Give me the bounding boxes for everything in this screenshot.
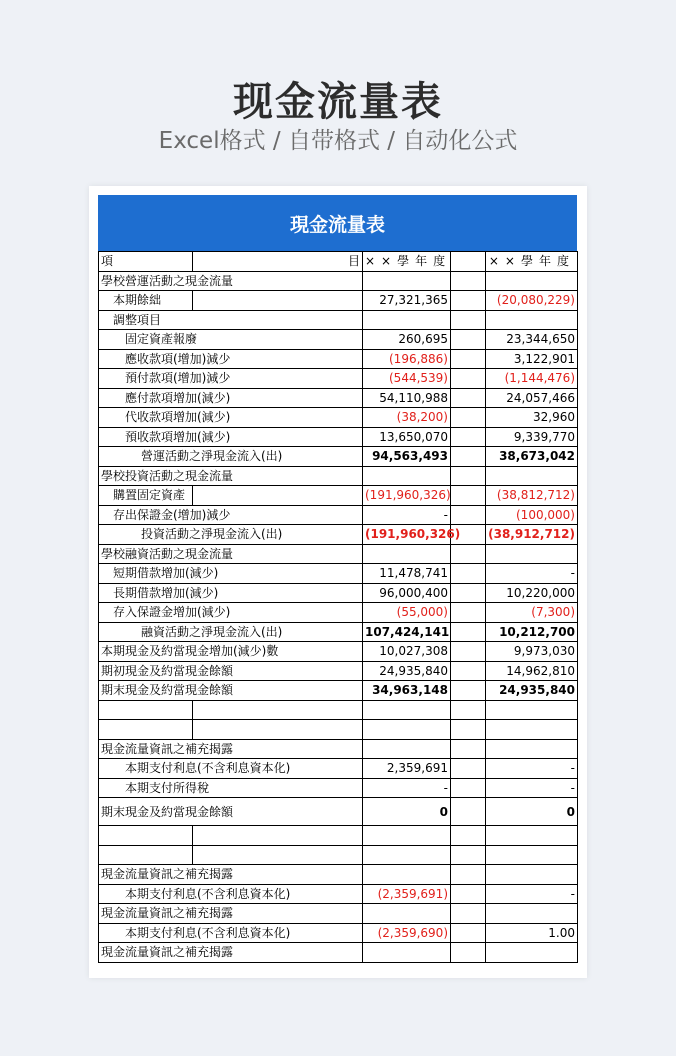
value-year-1 bbox=[363, 544, 451, 564]
value-year-2: 0 bbox=[486, 798, 578, 826]
value-year-2: 10,212,700 bbox=[486, 622, 578, 642]
value-year-2: (1,144,476) bbox=[486, 369, 578, 389]
row-label: 期初現金及約當現金餘額 bbox=[99, 661, 363, 681]
table-row bbox=[99, 291, 578, 311]
page-subtitle: Excel格式 / 自带格式 / 自动化公式 bbox=[158, 128, 518, 154]
value-year-1 bbox=[363, 943, 451, 963]
row-label: 購置固定資產 bbox=[99, 486, 193, 506]
value-year-2: - bbox=[486, 759, 578, 779]
row-label: 現金流量資訊之補充揭露 bbox=[99, 943, 363, 963]
value-year-2: 32,960 bbox=[486, 408, 578, 428]
spacer-cell bbox=[451, 681, 486, 701]
spacer-cell bbox=[451, 759, 486, 779]
row-label bbox=[99, 700, 193, 720]
spacer-cell bbox=[451, 739, 486, 759]
spacer-cell bbox=[451, 427, 486, 447]
header-year-col-2: ××學年度 bbox=[486, 252, 578, 272]
table-row bbox=[99, 622, 578, 642]
spacer-cell bbox=[451, 505, 486, 525]
row-label: 學校融資活動之現金流量 bbox=[99, 544, 363, 564]
value-year-2: 23,344,650 bbox=[486, 330, 578, 350]
value-year-1 bbox=[363, 720, 451, 740]
value-year-2 bbox=[486, 739, 578, 759]
spreadsheet-card bbox=[89, 186, 587, 978]
spacer-cell bbox=[451, 252, 486, 272]
value-year-2: (38,912,712) bbox=[486, 525, 578, 545]
value-year-2: 10,220,000 bbox=[486, 583, 578, 603]
spacer-cell bbox=[451, 884, 486, 904]
row-label bbox=[99, 720, 193, 740]
value-year-1: 107,424,141 bbox=[363, 622, 451, 642]
table-row bbox=[99, 564, 578, 584]
value-year-2 bbox=[486, 720, 578, 740]
header-year-col-1: ××學年度 bbox=[363, 252, 451, 272]
value-year-2: 38,673,042 bbox=[486, 447, 578, 467]
row-label bbox=[99, 845, 193, 865]
table-row bbox=[99, 369, 578, 389]
value-year-2: 1.00 bbox=[486, 923, 578, 943]
row-label: 現金流量資訊之補充揭露 bbox=[99, 904, 363, 924]
row-label: 學校投資活動之現金流量 bbox=[99, 466, 363, 486]
value-year-1: (191,960,326) bbox=[363, 486, 451, 506]
value-year-1: 54,110,988 bbox=[363, 388, 451, 408]
value-year-2 bbox=[486, 904, 578, 924]
row-label: 期末現金及約當現金餘額 bbox=[99, 681, 363, 701]
table-row bbox=[99, 603, 578, 623]
table-row bbox=[99, 661, 578, 681]
value-year-2: (100,000) bbox=[486, 505, 578, 525]
table-row bbox=[99, 544, 578, 564]
row-label-extra bbox=[193, 826, 363, 846]
spacer-cell bbox=[451, 544, 486, 564]
value-year-1: 260,695 bbox=[363, 330, 451, 350]
spacer-cell bbox=[451, 349, 486, 369]
row-label: 短期借款增加(減少) bbox=[99, 564, 363, 584]
cash-flow-table bbox=[98, 251, 578, 963]
table-row bbox=[99, 466, 578, 486]
table-row bbox=[99, 486, 578, 506]
row-label: 本期支付所得稅 bbox=[99, 778, 363, 798]
value-year-2 bbox=[486, 310, 578, 330]
value-year-1: - bbox=[363, 778, 451, 798]
row-label: 代收款項增加(減少) bbox=[99, 408, 363, 428]
page-title: 现金流量表 bbox=[233, 79, 443, 125]
value-year-1: 27,321,365 bbox=[363, 291, 451, 311]
value-year-1: 13,650,070 bbox=[363, 427, 451, 447]
value-year-1 bbox=[363, 466, 451, 486]
value-year-1: (38,200) bbox=[363, 408, 451, 428]
table-row bbox=[99, 583, 578, 603]
value-year-1: (2,359,690) bbox=[363, 923, 451, 943]
row-label: 預付款項(增加)減少 bbox=[99, 369, 363, 389]
value-year-2: - bbox=[486, 564, 578, 584]
row-label: 應收款項(增加)減少 bbox=[99, 349, 363, 369]
spacer-cell bbox=[451, 700, 486, 720]
value-year-1: (55,000) bbox=[363, 603, 451, 623]
spacer-cell bbox=[451, 330, 486, 350]
row-label: 應付款項增加(減少) bbox=[99, 388, 363, 408]
row-label: 本期支付利息(不含利息資本化) bbox=[99, 884, 363, 904]
row-label-extra bbox=[193, 845, 363, 865]
table-row bbox=[99, 778, 578, 798]
row-label: 調整項目 bbox=[99, 310, 363, 330]
row-label: 長期借款增加(減少) bbox=[99, 583, 363, 603]
table-row bbox=[99, 330, 578, 350]
spacer-cell bbox=[451, 778, 486, 798]
spacer-cell bbox=[451, 603, 486, 623]
value-year-1: 11,478,741 bbox=[363, 564, 451, 584]
spacer-cell bbox=[451, 310, 486, 330]
table-row bbox=[99, 447, 578, 467]
row-label: 期末現金及約當現金餘額 bbox=[99, 798, 363, 826]
value-year-2 bbox=[486, 271, 578, 291]
table-row bbox=[99, 700, 578, 720]
row-label-extra bbox=[193, 720, 363, 740]
table-row bbox=[99, 798, 578, 826]
value-year-1 bbox=[363, 739, 451, 759]
table-row bbox=[99, 826, 578, 846]
spacer-cell bbox=[451, 486, 486, 506]
spacer-cell bbox=[451, 720, 486, 740]
table-row bbox=[99, 865, 578, 885]
spacer-cell bbox=[451, 642, 486, 662]
row-label: 投資活動之淨現金流入(出) bbox=[99, 525, 363, 545]
value-year-1: 0 bbox=[363, 798, 451, 826]
spacer-cell bbox=[451, 845, 486, 865]
table-row bbox=[99, 310, 578, 330]
row-label: 現金流量資訊之補充揭露 bbox=[99, 865, 363, 885]
value-year-1 bbox=[363, 826, 451, 846]
row-label bbox=[99, 826, 193, 846]
spacer-cell bbox=[451, 826, 486, 846]
value-year-1: - bbox=[363, 505, 451, 525]
value-year-1: 34,963,148 bbox=[363, 681, 451, 701]
row-label: 現金流量資訊之補充揭露 bbox=[99, 739, 363, 759]
table-row bbox=[99, 759, 578, 779]
table-header-row bbox=[99, 252, 578, 272]
spacer-cell bbox=[451, 661, 486, 681]
header-label-a: 項 bbox=[99, 252, 193, 272]
spacer-cell bbox=[451, 466, 486, 486]
value-year-1: 94,563,493 bbox=[363, 447, 451, 467]
spacer-cell bbox=[451, 583, 486, 603]
value-year-2 bbox=[486, 544, 578, 564]
spacer-cell bbox=[451, 943, 486, 963]
row-label: 預收款項增加(減少) bbox=[99, 427, 363, 447]
value-year-2: - bbox=[486, 884, 578, 904]
table-row bbox=[99, 427, 578, 447]
value-year-1: (2,359,691) bbox=[363, 884, 451, 904]
value-year-2 bbox=[486, 826, 578, 846]
table-row bbox=[99, 845, 578, 865]
row-label: 固定資產報廢 bbox=[99, 330, 363, 350]
row-label: 本期餘絀 bbox=[99, 291, 193, 311]
value-year-1 bbox=[363, 904, 451, 924]
table-row bbox=[99, 388, 578, 408]
value-year-1: 24,935,840 bbox=[363, 661, 451, 681]
value-year-2: (20,080,229) bbox=[486, 291, 578, 311]
table-row bbox=[99, 642, 578, 662]
value-year-1 bbox=[363, 271, 451, 291]
table-row bbox=[99, 904, 578, 924]
value-year-2: 3,122,901 bbox=[486, 349, 578, 369]
value-year-2 bbox=[486, 845, 578, 865]
row-label: 存出保證金(增加)減少 bbox=[99, 505, 363, 525]
row-label: 本期支付利息(不含利息資本化) bbox=[99, 923, 363, 943]
value-year-1: (191,960,326) bbox=[363, 525, 451, 545]
value-year-1: 96,000,400 bbox=[363, 583, 451, 603]
value-year-2: 24,057,466 bbox=[486, 388, 578, 408]
table-row bbox=[99, 943, 578, 963]
value-year-2 bbox=[486, 865, 578, 885]
spacer-cell bbox=[451, 271, 486, 291]
table-row bbox=[99, 884, 578, 904]
value-year-1: 2,359,691 bbox=[363, 759, 451, 779]
value-year-1 bbox=[363, 845, 451, 865]
row-label: 營運活動之淨現金流入(出) bbox=[99, 447, 363, 467]
spacer-cell bbox=[451, 447, 486, 467]
spacer-cell bbox=[451, 564, 486, 584]
row-label-extra bbox=[193, 486, 363, 506]
row-label: 本期現金及約當現金增加(減少)數 bbox=[99, 642, 363, 662]
value-year-2 bbox=[486, 700, 578, 720]
spacer-cell bbox=[451, 369, 486, 389]
value-year-1: 10,027,308 bbox=[363, 642, 451, 662]
sheet-title-banner: 現金流量表 bbox=[98, 195, 577, 251]
table-row bbox=[99, 681, 578, 701]
value-year-2: (38,812,712) bbox=[486, 486, 578, 506]
row-label-extra bbox=[193, 291, 363, 311]
table-row bbox=[99, 923, 578, 943]
table-row bbox=[99, 525, 578, 545]
table-row bbox=[99, 271, 578, 291]
row-label: 存入保證金增加(減少) bbox=[99, 603, 363, 623]
value-year-1 bbox=[363, 310, 451, 330]
row-label: 學校營運活動之現金流量 bbox=[99, 271, 363, 291]
table-row bbox=[99, 505, 578, 525]
value-year-2: 9,973,030 bbox=[486, 642, 578, 662]
value-year-2: - bbox=[486, 778, 578, 798]
value-year-2: 14,962,810 bbox=[486, 661, 578, 681]
value-year-1: (196,886) bbox=[363, 349, 451, 369]
value-year-2: 9,339,770 bbox=[486, 427, 578, 447]
value-year-2 bbox=[486, 466, 578, 486]
spacer-cell bbox=[451, 798, 486, 826]
table-row bbox=[99, 739, 578, 759]
spacer-cell bbox=[451, 408, 486, 428]
value-year-2: (7,300) bbox=[486, 603, 578, 623]
table-row bbox=[99, 408, 578, 428]
value-year-2: 24,935,840 bbox=[486, 681, 578, 701]
spacer-cell bbox=[451, 904, 486, 924]
value-year-1: (544,539) bbox=[363, 369, 451, 389]
row-label-extra bbox=[193, 700, 363, 720]
value-year-1 bbox=[363, 865, 451, 885]
row-label: 本期支付利息(不含利息資本化) bbox=[99, 759, 363, 779]
spacer-cell bbox=[451, 291, 486, 311]
value-year-1 bbox=[363, 700, 451, 720]
spacer-cell bbox=[451, 622, 486, 642]
row-label: 融資活動之淨現金流入(出) bbox=[99, 622, 363, 642]
table-row bbox=[99, 349, 578, 369]
spacer-cell bbox=[451, 865, 486, 885]
table-row bbox=[99, 720, 578, 740]
spacer-cell bbox=[451, 388, 486, 408]
header-label-b: 目 bbox=[193, 252, 363, 272]
value-year-2 bbox=[486, 943, 578, 963]
spacer-cell bbox=[451, 923, 486, 943]
